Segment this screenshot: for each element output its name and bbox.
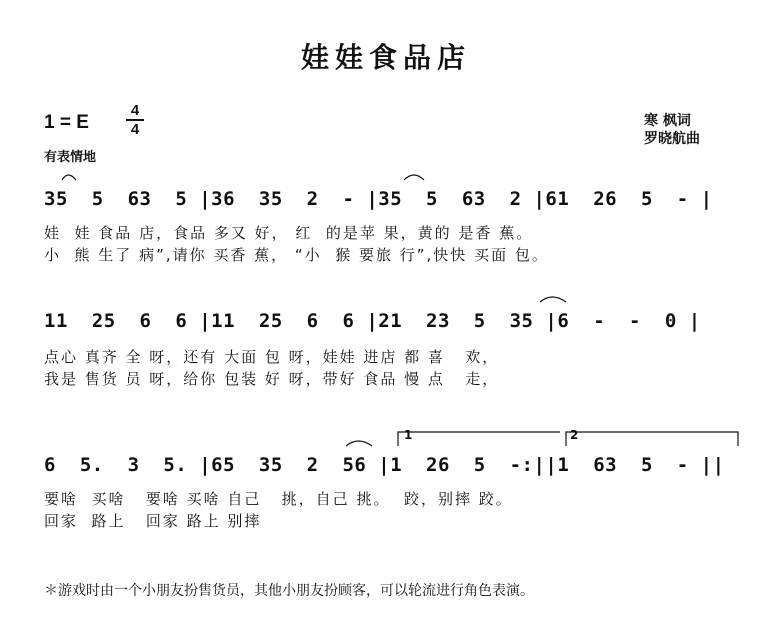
first-ending-number: 1 bbox=[404, 428, 413, 442]
system-1-notes: 35 5 63 5 |36 35 2 - |35 5 63 2 |61 26 5 - | bbox=[44, 188, 713, 210]
lyricist-credit: 寒 枫词 bbox=[644, 113, 691, 129]
system-1-lyrics-verse-1: 娃 娃 食品 店，食品 多又 好， 红 的是苹 果，黄的 是香 蕉。 bbox=[44, 224, 534, 242]
first-ending-bracket bbox=[398, 432, 560, 446]
slur-mark bbox=[62, 175, 76, 180]
system-2-lyrics-verse-2: 我是 售货 员 呀，给你 包装 好 呀，带好 食品 慢 点 走， bbox=[44, 370, 500, 388]
system-2-lyrics-verse-1: 点心 真齐 全 呀，还有 大面 包 呀，娃娃 进店 都 喜 欢， bbox=[44, 348, 500, 366]
composer-credit: 罗晓航曲 bbox=[644, 131, 700, 147]
system-3-lyrics-verse-1: 要啥 买啥 要啥 买啥 自己 挑，自己 挑。 跤，别摔 跤。 bbox=[44, 490, 513, 508]
song-title: 娃娃食品店 bbox=[300, 41, 471, 74]
key-signature: 1 = E bbox=[44, 112, 89, 133]
performance-footnote: ＊游戏时由一个小朋友扮售货员，其他小朋友扮顾客，可以轮流进行角色表演。 bbox=[44, 583, 534, 599]
slur-mark bbox=[540, 297, 566, 302]
time-signature-top: 4 bbox=[130, 102, 140, 119]
system-3-lyrics-verse-2: 回家 路上 回家 路上 别摔 bbox=[44, 512, 262, 530]
second-ending-number: 2 bbox=[570, 428, 579, 442]
system-2-notes: 11 25 6 6 |11 25 6 6 |21 23 5 35 |6 - - 0 | bbox=[44, 310, 701, 332]
system-1-lyrics-verse-2: 小 熊 生了 病”,请你 买香 蕉， “小 猴 要旅 行”,快快 买面 包。 bbox=[44, 246, 549, 264]
system-3-notes: 6 5. 3 5. |65 35 2 56 |1 26 5 -:||1 63 5 - || bbox=[44, 454, 725, 476]
time-signature-bottom: 4 bbox=[130, 121, 140, 138]
slur-mark bbox=[346, 441, 372, 446]
expression-marking: 有表情地 bbox=[44, 150, 97, 165]
second-ending-bracket bbox=[566, 432, 738, 446]
slur-mark bbox=[404, 175, 424, 180]
